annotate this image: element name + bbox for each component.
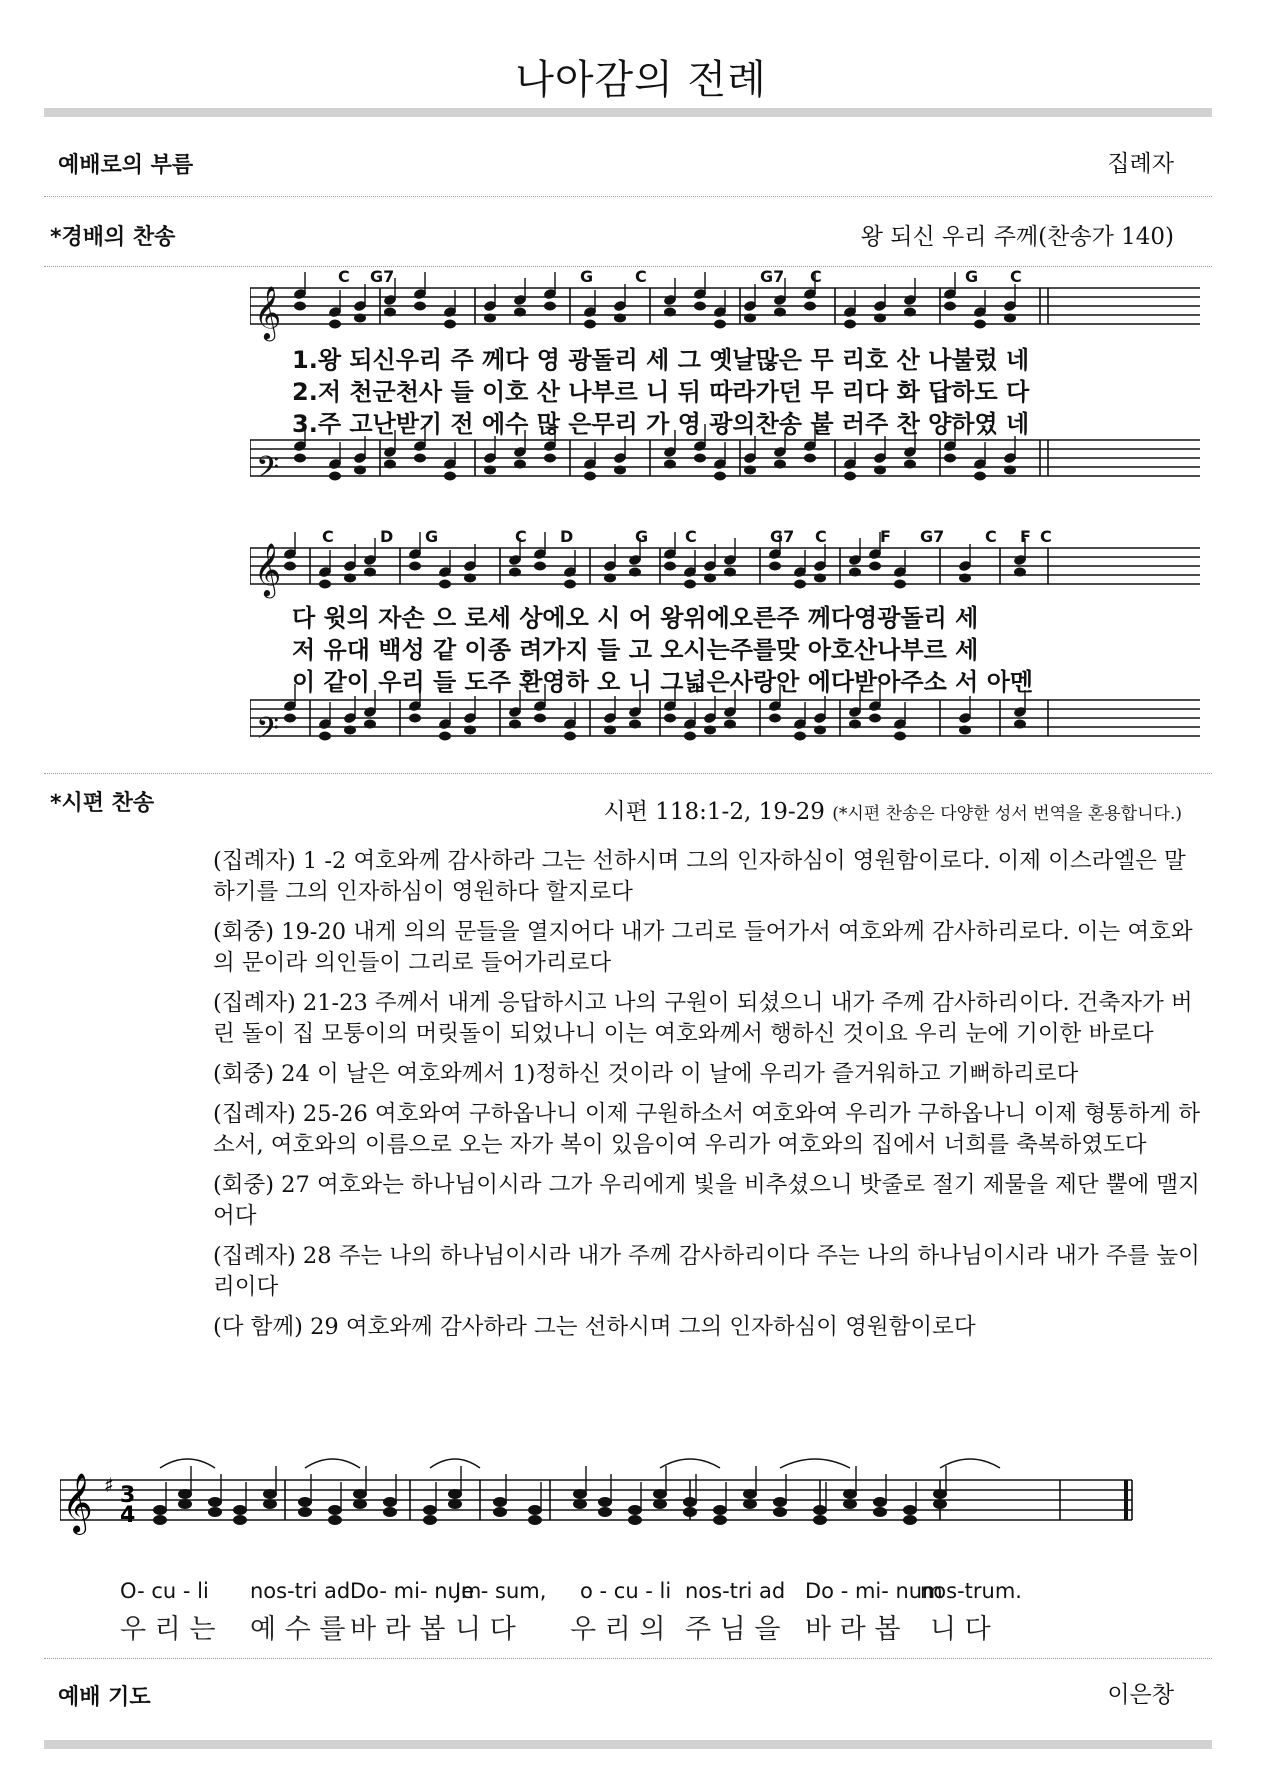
korean-lyric-word: 니 다 bbox=[455, 1614, 516, 1645]
latin-lyric-word: Do- mi- num bbox=[350, 1579, 482, 1603]
chord-symbol: G7 bbox=[920, 527, 945, 546]
dotted-divider bbox=[44, 1658, 1212, 1659]
treble-clef-icon: 𝄞 bbox=[254, 542, 282, 596]
psalm-line: (회중) 24 이 날은 여호와께서 1)정하신 것이라 이 날에 우리가 즐거워하고 기뻐하리로다 bbox=[213, 1061, 1079, 1087]
psalm-line: (집례자) 1 -2 여호와께 감사하라 그는 선하시며 그의 인자하심이 영원함이로다. 이제 이스라엘은 말하기를 그의 인자하심이 영원하다 할지로다 bbox=[213, 848, 1186, 905]
bass-clef-icon: 𝄢 bbox=[256, 451, 280, 492]
section-psalm-label: *시편 찬송 bbox=[50, 791, 155, 816]
time-signature: 3 bbox=[120, 1483, 136, 1508]
korean-lyric-word: 예 수 를 bbox=[250, 1614, 346, 1645]
chord-symbol: F bbox=[1020, 527, 1031, 546]
latin-lyric-word: Do - mi- num bbox=[805, 1579, 943, 1603]
psalm-line: (집례자) 25-26 여호와여 구하옵나니 이제 구원하소서 여호와여 우리가 구하옵나니 이제 형통하게 하소서, 여호와의 이름으로 오는 자가 복이 있음이여 우리가 여호와의 집에서 너희를 축복하였도다 bbox=[213, 1101, 1201, 1158]
psalm-line: (회중) 27 여호와는 하나님이시라 그가 우리에게 빛을 비추셨으니 밧줄로 절기 제물을 제단 뿔에 맬지어다 bbox=[213, 1172, 1200, 1229]
chord-symbol: C bbox=[338, 270, 350, 286]
dotted-divider bbox=[44, 266, 1212, 267]
chord-symbol: G7 bbox=[760, 270, 785, 286]
hymn-verse-2-row1: 2.저 천군천사 들 이호 산 나부르 니 뒤 따라가던 무 리다 화 답하도 다 bbox=[292, 378, 1030, 406]
section-psalm-reference bbox=[604, 793, 1182, 826]
hymn-score bbox=[250, 270, 1200, 760]
hymn-clefs bbox=[254, 285, 281, 753]
time-signature: 4 bbox=[120, 1503, 136, 1528]
bottom-divider bbox=[44, 1740, 1212, 1749]
top-divider bbox=[44, 108, 1212, 117]
hymn-verse-1-row2: 다 윗의 자손 으 로세 상에오 시 어 왕위에오른주 께다영광돌리 세 bbox=[292, 604, 979, 632]
chord-symbol: G bbox=[635, 527, 649, 546]
chord-symbol: G bbox=[425, 527, 439, 546]
korean-lyric-word: 주 님 을 bbox=[685, 1614, 781, 1645]
korean-lyric-word: 우 리 는 bbox=[120, 1614, 216, 1645]
latin-lyric-word: o - cu - li bbox=[580, 1579, 672, 1603]
psalm-line: (회중) 19-20 내게 의의 문들을 열지어다 내가 그리로 들어가서 여호와께 감사하리로다. 이는 여호와의 문이라 의인들이 그리로 들어가리로다 bbox=[213, 919, 1193, 976]
chord-symbol: C bbox=[815, 527, 827, 546]
oculi-score bbox=[60, 1440, 1200, 1650]
latin-lyric-word: nos-tri ad bbox=[685, 1579, 786, 1603]
chord-symbol: C bbox=[1040, 527, 1052, 546]
chord-symbol: C bbox=[322, 527, 334, 546]
korean-lyric-word: 바 라 봅 bbox=[805, 1614, 901, 1645]
psalm-line: (집례자) 21-23 주께서 내게 응답하시고 나의 구원이 되셨으니 내가 주께 감사하리이다. 건축자가 버린 돌이 집 모퉁이의 머릿돌이 되었나니 이는 여호와께서 행하신 것이요 우리 눈에 기이한 바로다 bbox=[213, 990, 1193, 1047]
chord-symbol: C bbox=[985, 527, 997, 546]
chord-symbol: F bbox=[880, 527, 891, 546]
hymn-verse-3-row1: 3.주 고난받기 전 에수 많 은무리 가 영 광의찬송 불 러주 찬 양하였 네 bbox=[292, 410, 1030, 438]
section-call-label: 예배로의 부름 bbox=[58, 153, 194, 178]
chord-symbol: C bbox=[1010, 270, 1022, 286]
psalm-responsive-reading bbox=[213, 846, 1203, 1352]
section-hymn-label: *경배의 찬송 bbox=[50, 225, 176, 250]
hymn-verse-2-row2: 저 유대 백성 같 이종 려가지 들 고 오시는주를맞 아호산나부르 세 bbox=[292, 636, 979, 664]
dotted-divider bbox=[44, 773, 1212, 774]
treble-clef-icon: 𝄞 bbox=[62, 1473, 93, 1533]
bass-clef-icon: 𝄢 bbox=[256, 712, 280, 753]
oculi-notes bbox=[153, 1459, 1000, 1525]
psalm-reference-main: 시편 118:1-2, 19-29 bbox=[603, 799, 825, 825]
latin-lyric-word: nos-tri ad bbox=[250, 1579, 351, 1603]
psalm-line: (집례자) 28 주는 나의 하나님이시라 내가 주께 감사하리이다 주는 나의 하나님이시라 내가 주를 높이리이다 bbox=[213, 1243, 1200, 1300]
psalm-translation-note: (*시편 찬송은 다양한 성서 번역을 혼용합니다.) bbox=[832, 804, 1182, 824]
section-prayer-leader: 이은창 bbox=[1107, 1682, 1174, 1708]
chord-symbol: D bbox=[560, 527, 574, 546]
chord-symbol: G bbox=[580, 270, 594, 286]
treble-clef-icon: 𝄞 bbox=[254, 285, 282, 339]
section-hymn-title: 왕 되신 우리 주께(찬송가 140) bbox=[860, 224, 1174, 250]
chord-symbol: C bbox=[810, 270, 822, 286]
korean-lyric-word: 니 다 bbox=[930, 1614, 991, 1645]
latin-lyric-word: nos-trum. bbox=[920, 1579, 1022, 1603]
hymn-verse-3-row2: 이 같이 우리 들 도주 환영하 오 니 그넓은사랑안 에다받아주소 서 아멘 bbox=[292, 668, 1034, 696]
hymn-verse-1-row1: 1.왕 되신우리 주 께다 영 광돌리 세 그 옛날많은 무 리호 산 나불렀 네 bbox=[292, 346, 1030, 374]
korean-lyric-word: 바 라 봅 bbox=[350, 1614, 446, 1645]
key-signature-sharp-icon: ♯ bbox=[104, 1473, 114, 1497]
page-title: 나아감의 전례 bbox=[515, 57, 767, 103]
chord-symbol: C bbox=[515, 527, 527, 546]
section-prayer-label: 예배 기도 bbox=[58, 1685, 151, 1710]
chord-symbol: G7 bbox=[770, 527, 795, 546]
psalm-line: (다 함께) 29 여호와께 감사하라 그는 선하시며 그의 인자하심이 영원함이로다 bbox=[213, 1314, 976, 1340]
dotted-divider bbox=[44, 196, 1212, 197]
latin-lyric-word: Je - sum, bbox=[455, 1579, 547, 1603]
oculi-korean-lyrics bbox=[120, 1614, 991, 1645]
chord-symbol: D bbox=[380, 527, 394, 546]
korean-lyric-word: 우 리 의 bbox=[570, 1614, 666, 1645]
oculi-latin-lyrics bbox=[120, 1579, 1022, 1603]
chord-symbol: G7 bbox=[370, 270, 395, 286]
chord-symbol: C bbox=[635, 270, 647, 286]
latin-lyric-word: O- cu - li bbox=[120, 1579, 209, 1603]
chord-symbol: C bbox=[685, 527, 697, 546]
chord-symbol: G bbox=[965, 270, 979, 286]
section-call-leader: 집례자 bbox=[1107, 151, 1174, 177]
